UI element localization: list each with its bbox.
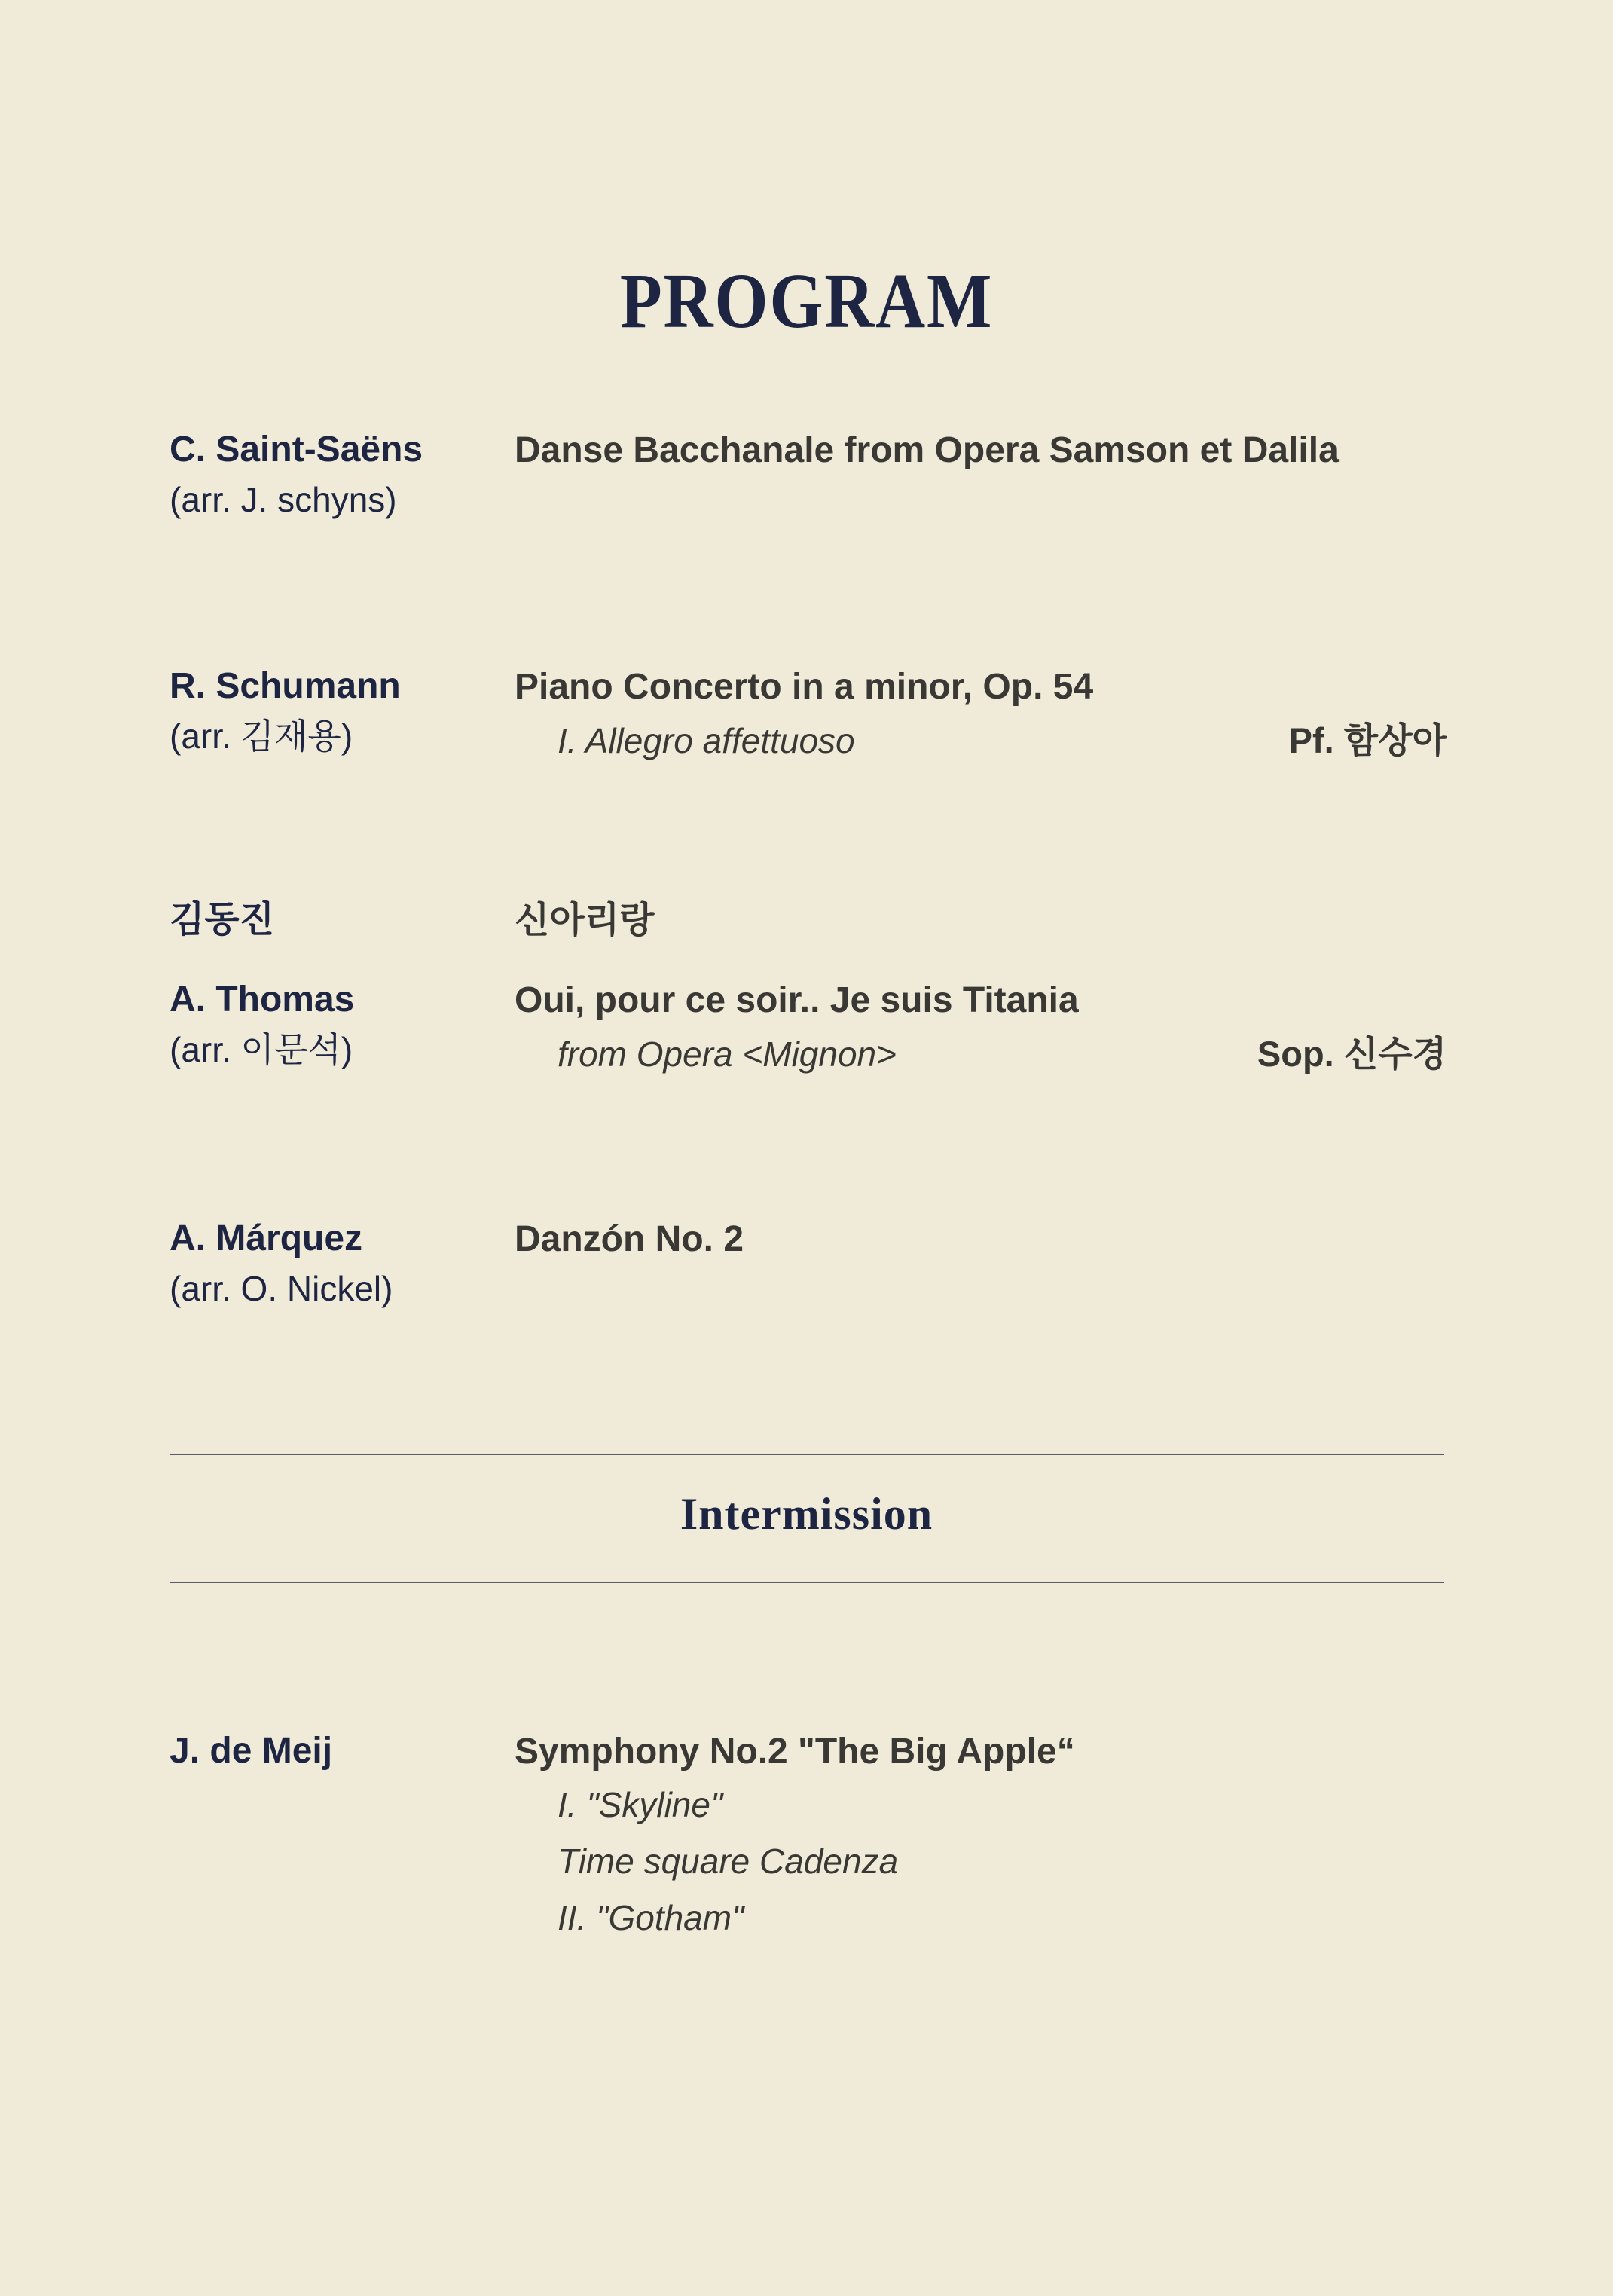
arranger-credit: (arr. 김재용) bbox=[170, 717, 353, 756]
composer-column bbox=[170, 425, 515, 524]
movement-row bbox=[515, 712, 1447, 769]
movement-title: Time square Cadenza bbox=[558, 1842, 899, 1881]
movement-title: I. "Skyline" bbox=[558, 1785, 723, 1824]
movement-row bbox=[515, 1833, 1447, 1890]
intermission-divider-top bbox=[170, 1454, 1444, 1455]
movement-list bbox=[515, 1026, 1447, 1082]
program-entry bbox=[170, 975, 1447, 1082]
intermission-label: Intermission bbox=[680, 1489, 933, 1539]
piece-title: Danzón No. 2 bbox=[515, 1219, 744, 1259]
arranger-credit: (arr. 이문석) bbox=[170, 1030, 353, 1069]
movement-list bbox=[515, 1777, 1447, 1946]
composer-column bbox=[170, 975, 515, 1075]
composer-column bbox=[170, 662, 515, 761]
composer-name: A. Márquez bbox=[170, 1218, 363, 1258]
piece-title: Oui, pour ce soir.. Je suis Titania bbox=[515, 980, 1079, 1020]
composer-name: R. Schumann bbox=[170, 666, 401, 706]
page-title: PROGRAM bbox=[619, 258, 994, 344]
movement-list bbox=[515, 712, 1447, 769]
movement-title: I. Allegro affettuoso bbox=[558, 721, 855, 760]
intermission-divider-bottom bbox=[170, 1582, 1444, 1583]
movement-row bbox=[515, 1026, 1447, 1082]
piece-column bbox=[515, 662, 1447, 769]
arranger-credit: (arr. O. Nickel) bbox=[170, 1269, 393, 1308]
piece-title: Danse Bacchanale from Opera Samson et Dalila bbox=[515, 430, 1339, 470]
composer-column bbox=[170, 895, 515, 945]
composer-column bbox=[170, 1214, 515, 1313]
performer-credit: Pf. 함상아 bbox=[1288, 720, 1447, 760]
piece-title: Piano Concerto in a minor, Op. 54 bbox=[515, 667, 1094, 707]
program-entry bbox=[170, 1214, 1447, 1313]
piece-column bbox=[515, 1214, 1447, 1264]
composer-name: A. Thomas bbox=[170, 980, 355, 1020]
performer-credit: Sop. 신수경 bbox=[1257, 1034, 1447, 1074]
program-entry bbox=[170, 895, 1447, 946]
piece-title: 신아리랑 bbox=[515, 900, 655, 940]
composer-name: J. de Meij bbox=[170, 1731, 333, 1771]
program-entry bbox=[170, 425, 1447, 524]
composer-name: 김동진 bbox=[170, 900, 275, 940]
movement-title: II. "Gotham" bbox=[558, 1898, 744, 1937]
program-entry bbox=[170, 1726, 1447, 1946]
piece-column bbox=[515, 975, 1447, 1082]
movement-title: from Opera <Mignon> bbox=[558, 1035, 897, 1074]
piece-column bbox=[515, 895, 1447, 946]
program-entry bbox=[170, 662, 1447, 769]
movement-row bbox=[515, 1777, 1447, 1833]
composer-name: C. Saint-Saëns bbox=[170, 430, 423, 469]
piece-title: Symphony No.2 "The Big Apple“ bbox=[515, 1732, 1075, 1772]
composer-column bbox=[170, 1726, 515, 1776]
arranger-credit: (arr. J. schyns) bbox=[170, 480, 397, 519]
piece-column bbox=[515, 425, 1447, 475]
piece-column bbox=[515, 1726, 1447, 1946]
movement-row bbox=[515, 1890, 1447, 1946]
